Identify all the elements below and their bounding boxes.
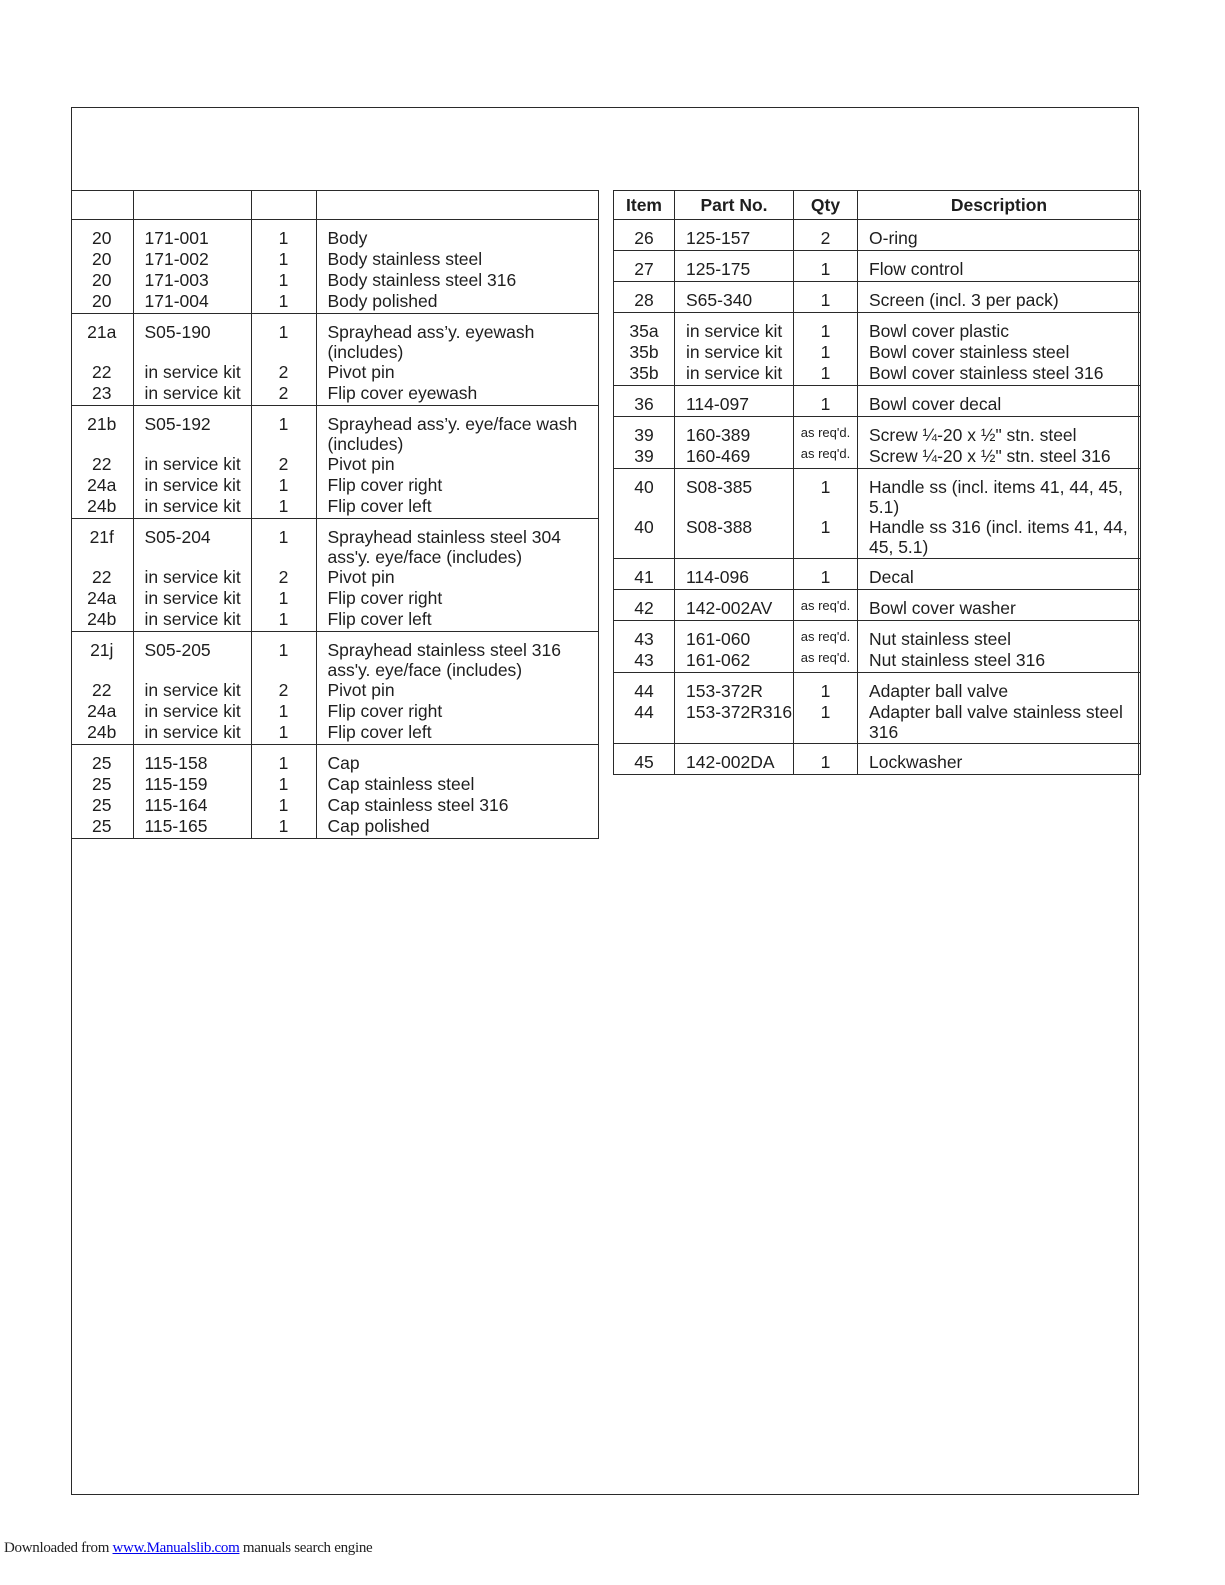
- parts-table-right: [613, 190, 1141, 775]
- qty-cell: 2: [794, 220, 858, 251]
- item-cell: 20: [71, 270, 133, 291]
- table-row: [71, 701, 599, 722]
- header-description: [316, 191, 599, 220]
- description-cell: Screen (incl. 3 per pack): [858, 282, 1141, 313]
- part-no-cell: 114-097: [675, 386, 794, 417]
- part-no-cell: in service kit: [133, 609, 251, 632]
- qty-cell: 2: [251, 454, 316, 475]
- qty-cell: 2: [251, 680, 316, 701]
- qty-cell: 1: [794, 386, 858, 417]
- item-cell: 25: [71, 774, 133, 795]
- item-cell: 20: [71, 291, 133, 314]
- qty-cell: 1: [251, 609, 316, 632]
- row-group: [71, 406, 599, 519]
- description-cell: Sprayhead stainless steel 316 ass'y. eye/face (includes): [316, 632, 599, 681]
- item-cell: 25: [71, 745, 133, 775]
- part-no-cell: 171-004: [133, 291, 251, 314]
- description-cell: Sprayhead ass’y. eye/face wash (includes): [316, 406, 599, 455]
- item-cell: 42: [614, 590, 675, 621]
- download-footer: [4, 1540, 372, 1557]
- item-cell: 24b: [71, 496, 133, 519]
- item-cell: 27: [614, 251, 675, 282]
- qty-cell: 1: [251, 519, 316, 568]
- item-cell: 21a: [71, 314, 133, 363]
- header-row: [614, 191, 1141, 220]
- item-cell: 24a: [71, 588, 133, 609]
- table-row: [614, 590, 1141, 621]
- qty-cell: as req'd.: [794, 446, 858, 469]
- item-cell: 24b: [71, 609, 133, 632]
- qty-cell: 1: [251, 249, 316, 270]
- qty-cell: 1: [794, 342, 858, 363]
- item-cell: 40: [614, 469, 675, 518]
- item-cell: 39: [614, 417, 675, 447]
- part-no-cell: 171-001: [133, 220, 251, 250]
- part-no-cell: in service kit: [133, 701, 251, 722]
- qty-cell: 1: [794, 517, 858, 559]
- item-cell: 44: [614, 702, 675, 744]
- qty-cell: 1: [794, 744, 858, 775]
- description-cell: Cap: [316, 745, 599, 775]
- table-row: [71, 745, 599, 775]
- row-group: [71, 314, 599, 406]
- row-group: [71, 220, 599, 314]
- header-qty: Qty: [794, 191, 858, 220]
- description-cell: Body stainless steel 316: [316, 270, 599, 291]
- part-no-cell: in service kit: [133, 475, 251, 496]
- header-item: [71, 191, 133, 220]
- item-cell: 24a: [71, 475, 133, 496]
- qty-cell: 1: [251, 406, 316, 455]
- row-group: [614, 469, 1141, 559]
- description-cell: Adapter ball valve stainless steel 316: [858, 702, 1141, 744]
- part-no-cell: S05-205: [133, 632, 251, 681]
- table-row: [614, 251, 1141, 282]
- qty-cell: 1: [794, 559, 858, 590]
- row-group: [614, 282, 1141, 313]
- qty-cell: 1: [794, 282, 858, 313]
- item-cell: 43: [614, 650, 675, 673]
- table-row: [614, 417, 1141, 447]
- qty-cell: 1: [794, 469, 858, 518]
- qty-cell: as req'd.: [794, 621, 858, 651]
- part-no-cell: 125-175: [675, 251, 794, 282]
- item-cell: 22: [71, 567, 133, 588]
- qty-cell: 2: [251, 362, 316, 383]
- part-no-cell: S08-385: [675, 469, 794, 518]
- part-no-cell: 160-469: [675, 446, 794, 469]
- description-cell: Decal: [858, 559, 1141, 590]
- item-cell: 40: [614, 517, 675, 559]
- table-row: [71, 795, 599, 816]
- qty-cell: 1: [794, 363, 858, 386]
- part-no-cell: S05-192: [133, 406, 251, 455]
- description-cell: Lockwasher: [858, 744, 1141, 775]
- description-cell: Body polished: [316, 291, 599, 314]
- description-cell: Bowl cover washer: [858, 590, 1141, 621]
- table-row: [71, 270, 599, 291]
- item-cell: 35b: [614, 342, 675, 363]
- table-row: [614, 650, 1141, 673]
- part-no-cell: in service kit: [133, 680, 251, 701]
- qty-cell: 1: [251, 291, 316, 314]
- table-row: [71, 680, 599, 701]
- row-group: [614, 220, 1141, 251]
- part-no-cell: in service kit: [675, 342, 794, 363]
- part-no-cell: S08-388: [675, 517, 794, 559]
- row-group: [614, 590, 1141, 621]
- header-qty: [251, 191, 316, 220]
- description-cell: Cap stainless steel 316: [316, 795, 599, 816]
- qty-cell: as req'd.: [794, 417, 858, 447]
- item-cell: 22: [71, 680, 133, 701]
- qty-cell: as req'd.: [794, 590, 858, 621]
- item-cell: 21j: [71, 632, 133, 681]
- qty-cell: 2: [251, 567, 316, 588]
- table-row: [614, 469, 1141, 518]
- item-cell: 21b: [71, 406, 133, 455]
- table-row: [71, 454, 599, 475]
- table-row: [71, 383, 599, 406]
- row-group: [71, 745, 599, 839]
- part-no-cell: 142-002AV: [675, 590, 794, 621]
- item-cell: 44: [614, 673, 675, 703]
- description-cell: Sprayhead ass’y. eyewash (includes): [316, 314, 599, 363]
- description-cell: Screw ¼-20 x ½" stn. steel 316: [858, 446, 1141, 469]
- table-row: [71, 362, 599, 383]
- row-group: [614, 621, 1141, 673]
- part-no-cell: in service kit: [133, 588, 251, 609]
- row-group: [614, 673, 1141, 744]
- item-cell: 20: [71, 220, 133, 250]
- part-no-cell: in service kit: [133, 383, 251, 406]
- item-cell: 21f: [71, 519, 133, 568]
- description-cell: Screw ¼-20 x ½" stn. steel: [858, 417, 1141, 447]
- part-no-cell: S05-204: [133, 519, 251, 568]
- qty-cell: 1: [251, 475, 316, 496]
- description-cell: Flip cover left: [316, 609, 599, 632]
- qty-cell: 1: [251, 588, 316, 609]
- header-part-no: Part No.: [675, 191, 794, 220]
- part-no-cell: in service kit: [675, 313, 794, 343]
- part-no-cell: S65-340: [675, 282, 794, 313]
- part-no-cell: 160-389: [675, 417, 794, 447]
- table-row: [614, 621, 1141, 651]
- table-row: [614, 517, 1141, 559]
- description-cell: Adapter ball valve: [858, 673, 1141, 703]
- table-row: [71, 475, 599, 496]
- qty-cell: 1: [251, 816, 316, 839]
- table-row: [71, 406, 599, 455]
- table-row: [614, 702, 1141, 744]
- description-cell: Flip cover right: [316, 475, 599, 496]
- item-cell: 36: [614, 386, 675, 417]
- table-row: [614, 220, 1141, 251]
- description-cell: Flip cover left: [316, 496, 599, 519]
- description-cell: Body stainless steel: [316, 249, 599, 270]
- part-no-cell: 115-164: [133, 795, 251, 816]
- table-row: [71, 314, 599, 363]
- item-cell: 22: [71, 362, 133, 383]
- part-no-cell: 153-372R316: [675, 702, 794, 744]
- table-row: [71, 609, 599, 632]
- row-group: [71, 519, 599, 632]
- part-no-cell: 142-002DA: [675, 744, 794, 775]
- table-row: [614, 673, 1141, 703]
- qty-cell: 1: [251, 745, 316, 775]
- table-row: [614, 282, 1141, 313]
- item-cell: 45: [614, 744, 675, 775]
- item-cell: 43: [614, 621, 675, 651]
- description-cell: Handle ss (incl. items 41, 44, 45, 5.1): [858, 469, 1141, 518]
- table-row: [71, 519, 599, 568]
- qty-cell: 1: [251, 774, 316, 795]
- qty-cell: 1: [251, 220, 316, 250]
- description-cell: Body: [316, 220, 599, 250]
- table-row: [71, 291, 599, 314]
- table-row: [71, 774, 599, 795]
- description-cell: Bowl cover stainless steel: [858, 342, 1141, 363]
- item-cell: 20: [71, 249, 133, 270]
- table-row: [614, 342, 1141, 363]
- table-row: [71, 722, 599, 745]
- description-cell: Pivot pin: [316, 680, 599, 701]
- table-row: [71, 220, 599, 250]
- row-group: [614, 386, 1141, 417]
- item-cell: 41: [614, 559, 675, 590]
- part-no-cell: 161-062: [675, 650, 794, 673]
- description-cell: Pivot pin: [316, 362, 599, 383]
- qty-cell: 1: [794, 673, 858, 703]
- table-row: [614, 559, 1141, 590]
- part-no-cell: 153-372R: [675, 673, 794, 703]
- part-no-cell: in service kit: [675, 363, 794, 386]
- qty-cell: 1: [794, 313, 858, 343]
- description-cell: Flip cover right: [316, 701, 599, 722]
- qty-cell: 1: [251, 632, 316, 681]
- part-no-cell: in service kit: [133, 722, 251, 745]
- item-cell: 23: [71, 383, 133, 406]
- item-cell: 24b: [71, 722, 133, 745]
- description-cell: Bowl cover plastic: [858, 313, 1141, 343]
- part-no-cell: 171-003: [133, 270, 251, 291]
- description-cell: Cap stainless steel: [316, 774, 599, 795]
- header-description: Description: [858, 191, 1141, 220]
- part-no-cell: in service kit: [133, 454, 251, 475]
- part-no-cell: 115-159: [133, 774, 251, 795]
- table-row: [614, 446, 1141, 469]
- table-row: [614, 313, 1141, 343]
- qty-cell: 1: [251, 795, 316, 816]
- part-no-cell: 171-002: [133, 249, 251, 270]
- qty-cell: 1: [794, 702, 858, 744]
- part-no-cell: S05-190: [133, 314, 251, 363]
- qty-cell: 1: [794, 251, 858, 282]
- footer-prefix: Downloaded from: [4, 1540, 110, 1556]
- qty-cell: 1: [251, 314, 316, 363]
- table-row: [614, 744, 1141, 775]
- row-group: [614, 251, 1141, 282]
- description-cell: Nut stainless steel: [858, 621, 1141, 651]
- table-row: [71, 496, 599, 519]
- description-cell: O-ring: [858, 220, 1141, 251]
- qty-cell: 1: [251, 722, 316, 745]
- description-cell: Bowl cover stainless steel 316: [858, 363, 1141, 386]
- part-no-cell: in service kit: [133, 496, 251, 519]
- item-cell: 25: [71, 816, 133, 839]
- qty-cell: 1: [251, 496, 316, 519]
- item-cell: 22: [71, 454, 133, 475]
- description-cell: Nut stainless steel 316: [858, 650, 1141, 673]
- description-cell: Pivot pin: [316, 454, 599, 475]
- qty-cell: 1: [251, 701, 316, 722]
- description-cell: Bowl cover decal: [858, 386, 1141, 417]
- item-cell: 26: [614, 220, 675, 251]
- row-group: [614, 417, 1141, 469]
- item-cell: 24a: [71, 701, 133, 722]
- part-no-cell: in service kit: [133, 362, 251, 383]
- part-no-cell: 161-060: [675, 621, 794, 651]
- qty-cell: as req'd.: [794, 650, 858, 673]
- table-row: [614, 386, 1141, 417]
- footer-suffix: manuals search engine: [239, 1540, 373, 1556]
- part-no-cell: 115-165: [133, 816, 251, 839]
- description-cell: Flip cover eyewash: [316, 383, 599, 406]
- row-group: [71, 632, 599, 745]
- item-cell: 28: [614, 282, 675, 313]
- part-no-cell: in service kit: [133, 567, 251, 588]
- description-cell: Handle ss 316 (incl. items 41, 44, 45, 5.1): [858, 517, 1141, 559]
- description-cell: Flip cover left: [316, 722, 599, 745]
- part-no-cell: 125-157: [675, 220, 794, 251]
- table-row: [71, 588, 599, 609]
- manualslib-link[interactable]: www.Manualslib.com: [112, 1540, 240, 1556]
- part-no-cell: 114-096: [675, 559, 794, 590]
- qty-cell: 1: [251, 270, 316, 291]
- description-cell: Pivot pin: [316, 567, 599, 588]
- part-no-cell: 115-158: [133, 745, 251, 775]
- table-row: [71, 816, 599, 839]
- row-group: [614, 559, 1141, 590]
- description-cell: Flow control: [858, 251, 1141, 282]
- item-cell: 35a: [614, 313, 675, 343]
- header-item: Item: [614, 191, 675, 220]
- item-cell: 35b: [614, 363, 675, 386]
- item-cell: 25: [71, 795, 133, 816]
- parts-table-left: [71, 190, 599, 839]
- item-cell: 39: [614, 446, 675, 469]
- qty-cell: 2: [251, 383, 316, 406]
- table-row: [71, 632, 599, 681]
- table-row: [71, 249, 599, 270]
- header-part-no: [133, 191, 251, 220]
- header-row: [71, 191, 599, 220]
- row-group: [614, 313, 1141, 386]
- row-group: [614, 744, 1141, 775]
- table-row: [614, 363, 1141, 386]
- table-row: [71, 567, 599, 588]
- description-cell: Flip cover right: [316, 588, 599, 609]
- description-cell: Cap polished: [316, 816, 599, 839]
- description-cell: Sprayhead stainless steel 304 ass'y. eye/face (includes): [316, 519, 599, 568]
